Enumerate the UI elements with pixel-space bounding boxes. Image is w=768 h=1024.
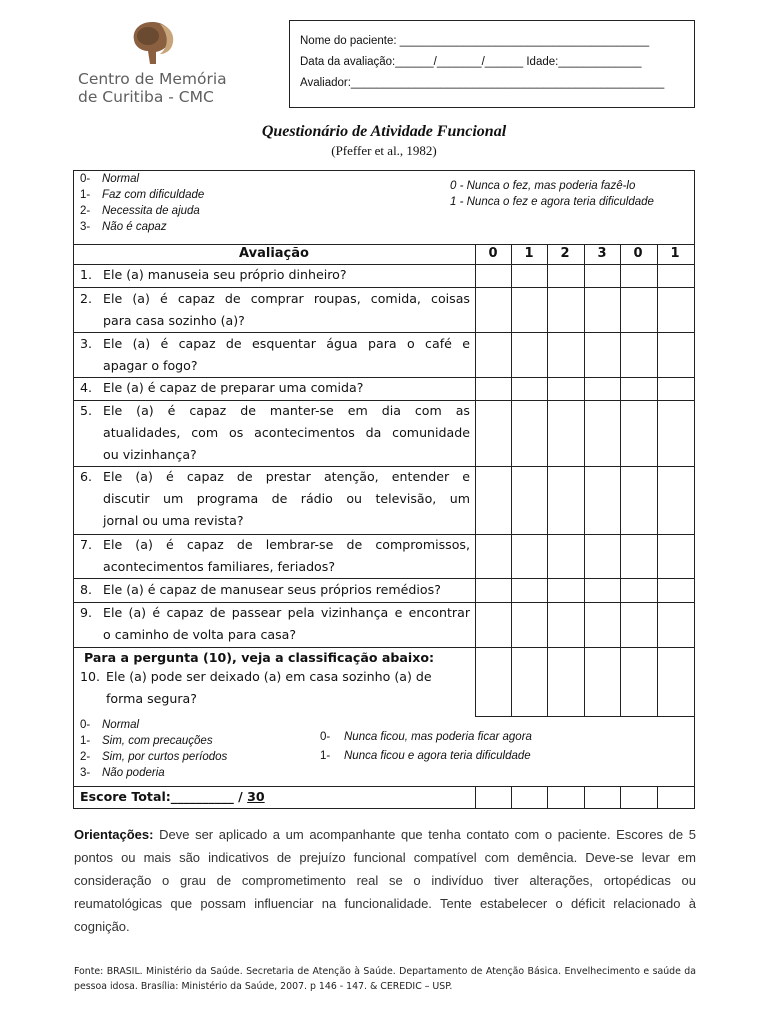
total-score[interactable]: Escore Total:__________ / 30 (80, 789, 265, 804)
q10-legend-item: 2- Sim, por curtos períodos (80, 751, 228, 763)
score-max: 30 (247, 789, 265, 804)
evaluation-header: Avaliação (239, 246, 309, 261)
q10-legend-item: 3- Não poderia (80, 767, 165, 779)
legend-alt-item: 1 - Nunca o fez e agora teria dificuldade (450, 196, 654, 208)
q10-intro: Para a pergunta (10), veja a classificação abaixo: (84, 650, 435, 665)
q10-legend-alt-item: 1- Nunca ficou e agora teria dificuldade (320, 750, 531, 762)
page-title: Questionário de Atividade Funcional (261, 123, 507, 140)
logo-line-2: de Curitiba - CMC (78, 88, 214, 106)
q10-legend-alt-item: 0- Nunca ficou, mas poderia ficar agora (320, 731, 532, 743)
orientation-label: Orientações: (74, 827, 154, 842)
patient-name-field[interactable]: Nome do paciente: _______________________________________ (300, 35, 650, 47)
legend-item: 3- Não é capaz (80, 221, 167, 233)
column-header-1: 1 (524, 246, 534, 261)
logo-line-1: Centro de Memória (78, 70, 227, 88)
legend-alt-item: 0 - Nunca o fez, mas poderia fazê-lo (450, 180, 636, 192)
brain-logo-icon (130, 20, 178, 66)
q10-legend-item: 1- Sim, com precauções (80, 735, 213, 747)
source-footer: Fonte: BRASIL. Ministério da Saúde. Secretaria de Atenção à Saúde. Departamento de Atenção Básica. Envelhecimento e saúde da pessoa idosa. Brasília: Ministério da Saúde, 2007. p 146 - 147. & CEREDIC – USP. (74, 966, 696, 992)
legend-item: 0- Normal (80, 173, 140, 185)
column-header-3: 3 (597, 246, 607, 261)
patient-info-box (289, 20, 695, 108)
evaluation-date-age-field[interactable]: Data da avaliação:______/_______/______ Idade:_____________ (300, 56, 642, 68)
evaluator-field[interactable]: Avaliador:_________________________________________________ (300, 77, 665, 89)
column-header-0: 0 (488, 246, 498, 261)
logo (78, 20, 248, 110)
column-header-1-alt: 1 (670, 246, 680, 261)
legend-item: 2- Necessita de ajuda (80, 205, 200, 217)
q10-legend-item: 0- Normal (80, 719, 140, 731)
column-header-0-alt: 0 (633, 246, 643, 261)
legend-item: 1- Faz com dificuldade (80, 189, 205, 201)
page-subtitle: (Pfeffer et al., 1982) (331, 143, 437, 158)
column-header-2: 2 (560, 246, 570, 261)
orientation-paragraph: Orientações: Deve ser aplicado a um acompanhante que tenha contato com o paciente. Escores de 5 pontos ou mais são indicativos de prejuízo funcional compatível com demência. Deve-se levar em consideração o grau de comprometimento real se o indivíduo tiver alterações, ortopédicas ou reumatológicas que possam influenciar na funcionalidade. Tente estabelecer o déficit relacionado à cognição. (74, 827, 696, 934)
